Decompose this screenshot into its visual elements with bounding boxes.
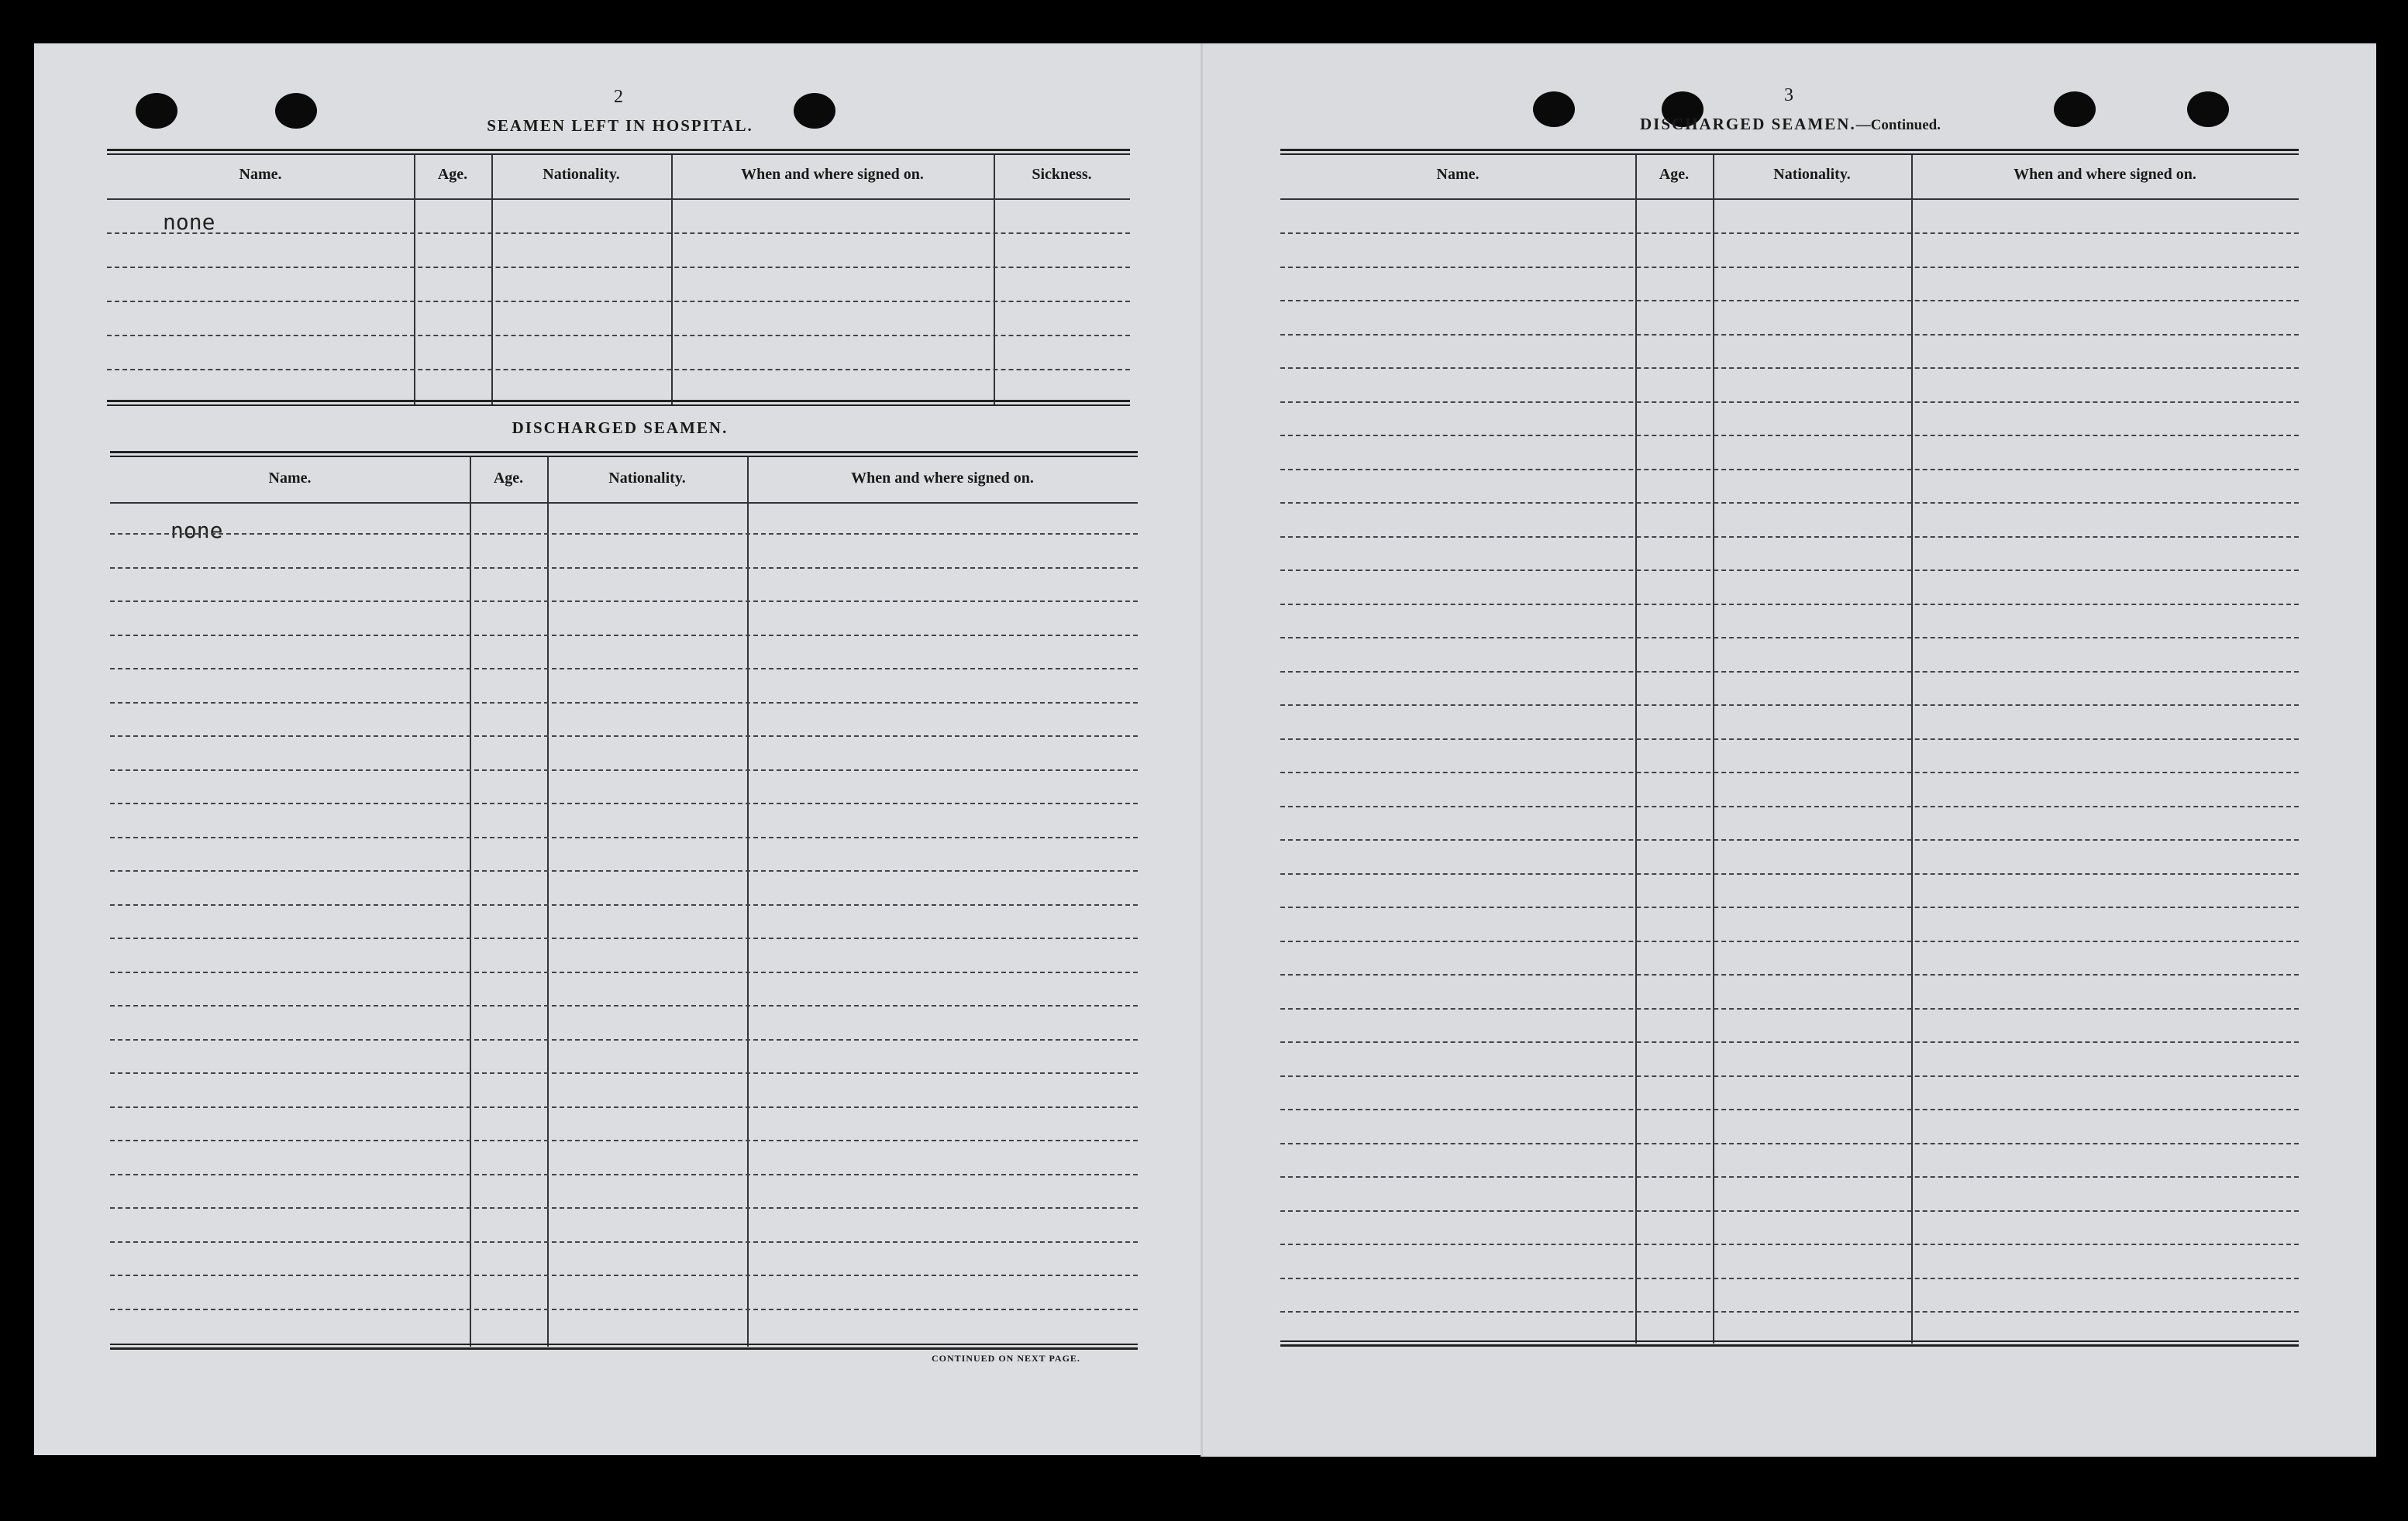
row-line [110, 837, 1138, 838]
row-line [1280, 974, 2299, 976]
row-line [1280, 267, 2299, 268]
punch-hole [2187, 91, 2229, 127]
row-line [110, 635, 1138, 636]
bottom-rule [1280, 1340, 2299, 1347]
row-line [110, 735, 1138, 737]
row-line [107, 232, 1130, 234]
row-line [110, 1275, 1138, 1276]
row-line [1280, 839, 2299, 841]
discharged-continued-table [1280, 149, 2299, 1350]
row-line [1280, 435, 2299, 436]
discharged-continued-title [1519, 115, 2062, 134]
row-line [1280, 1244, 2299, 1245]
row-line [1280, 1311, 2299, 1313]
continued-note: CONTINUED ON NEXT PAGE. [932, 1353, 1080, 1364]
punch-hole [275, 93, 317, 129]
row-line [1280, 1278, 2299, 1279]
row-line [110, 1106, 1138, 1108]
column-header-name: Name. [1436, 166, 1480, 183]
row-line [1280, 570, 2299, 571]
top-rule [107, 149, 1130, 155]
row-line [110, 600, 1138, 602]
discharged-section-title: DISCHARGED SEAMEN. [512, 418, 729, 437]
row-line [110, 1072, 1138, 1074]
column-header-name: Name. [239, 166, 282, 183]
row-line [110, 1207, 1138, 1209]
row-line [1280, 1143, 2299, 1144]
entry-name: none [171, 518, 223, 543]
row-line [1280, 1008, 2299, 1010]
entry-name: none [163, 209, 215, 235]
row-line [1280, 1210, 2299, 1212]
row-line [110, 1039, 1138, 1041]
column-header-signed-on: When and where signed on. [851, 470, 1034, 487]
row-line [1280, 232, 2299, 234]
section-title-suffix: —Continued. [1855, 117, 1941, 133]
header-rule [110, 502, 1138, 504]
row-line [1280, 671, 2299, 673]
column-header-nationality: Nationality. [543, 166, 620, 183]
top-rule [1280, 149, 2299, 155]
row-line [1280, 1176, 2299, 1178]
hospital-table [107, 149, 1130, 406]
row-line [1280, 806, 2299, 807]
row-line [110, 769, 1138, 771]
row-line [1280, 907, 2299, 908]
column-header-signed-on: When and where signed on. [2014, 166, 2196, 183]
column-header-sickness: Sickness. [1032, 166, 1092, 183]
column-divider [747, 457, 749, 1347]
column-header-age: Age. [1659, 166, 1690, 183]
row-line [1280, 941, 2299, 942]
header-rule [107, 198, 1130, 200]
bottom-rule [110, 1344, 1138, 1350]
row-line [110, 1174, 1138, 1175]
column-header-nationality: Nationality. [608, 470, 686, 487]
column-divider [470, 457, 471, 1347]
page-number: 3 [1784, 85, 1793, 105]
discharged-table [110, 451, 1138, 1353]
row-line [107, 369, 1130, 370]
row-line [110, 567, 1138, 569]
row-line [107, 267, 1130, 268]
row-line [1280, 300, 2299, 301]
column-header-name: Name. [268, 470, 312, 487]
row-line [110, 803, 1138, 804]
hospital-section-title: SEAMEN LEFT IN HOSPITAL. [487, 116, 753, 135]
header-rule [1280, 198, 2299, 200]
row-line [1280, 873, 2299, 875]
row-line [1280, 367, 2299, 369]
column-header-signed-on: When and where signed on. [741, 166, 924, 183]
row-line [110, 904, 1138, 906]
row-line [110, 1309, 1138, 1310]
column-header-nationality: Nationality. [1773, 166, 1851, 183]
row-line [110, 972, 1138, 973]
row-line [107, 335, 1130, 336]
row-line [1280, 502, 2299, 504]
page-number: 2 [614, 87, 623, 107]
row-line [1280, 704, 2299, 706]
row-line [1280, 401, 2299, 403]
row-line [110, 533, 1138, 535]
row-line [1280, 469, 2299, 470]
row-line [1280, 1075, 2299, 1077]
section-title-main: DISCHARGED SEAMEN. [1640, 115, 1856, 133]
row-line [1280, 536, 2299, 538]
top-rule [110, 451, 1138, 457]
row-line [110, 1005, 1138, 1007]
bottom-rule [107, 400, 1130, 406]
row-line [110, 702, 1138, 704]
row-line [1280, 637, 2299, 638]
row-line [1280, 334, 2299, 336]
row-line [107, 301, 1130, 302]
row-line [110, 1241, 1138, 1243]
row-line [1280, 738, 2299, 740]
row-line [110, 1140, 1138, 1141]
column-header-age: Age. [437, 166, 468, 183]
row-line [1280, 772, 2299, 773]
column-header-age: Age. [493, 470, 524, 487]
row-line [110, 938, 1138, 939]
row-line [1280, 1041, 2299, 1043]
row-line [110, 870, 1138, 872]
column-divider [547, 457, 549, 1347]
row-line [1280, 1109, 2299, 1110]
row-line [1280, 604, 2299, 605]
row-line [110, 668, 1138, 669]
punch-hole [136, 93, 177, 129]
